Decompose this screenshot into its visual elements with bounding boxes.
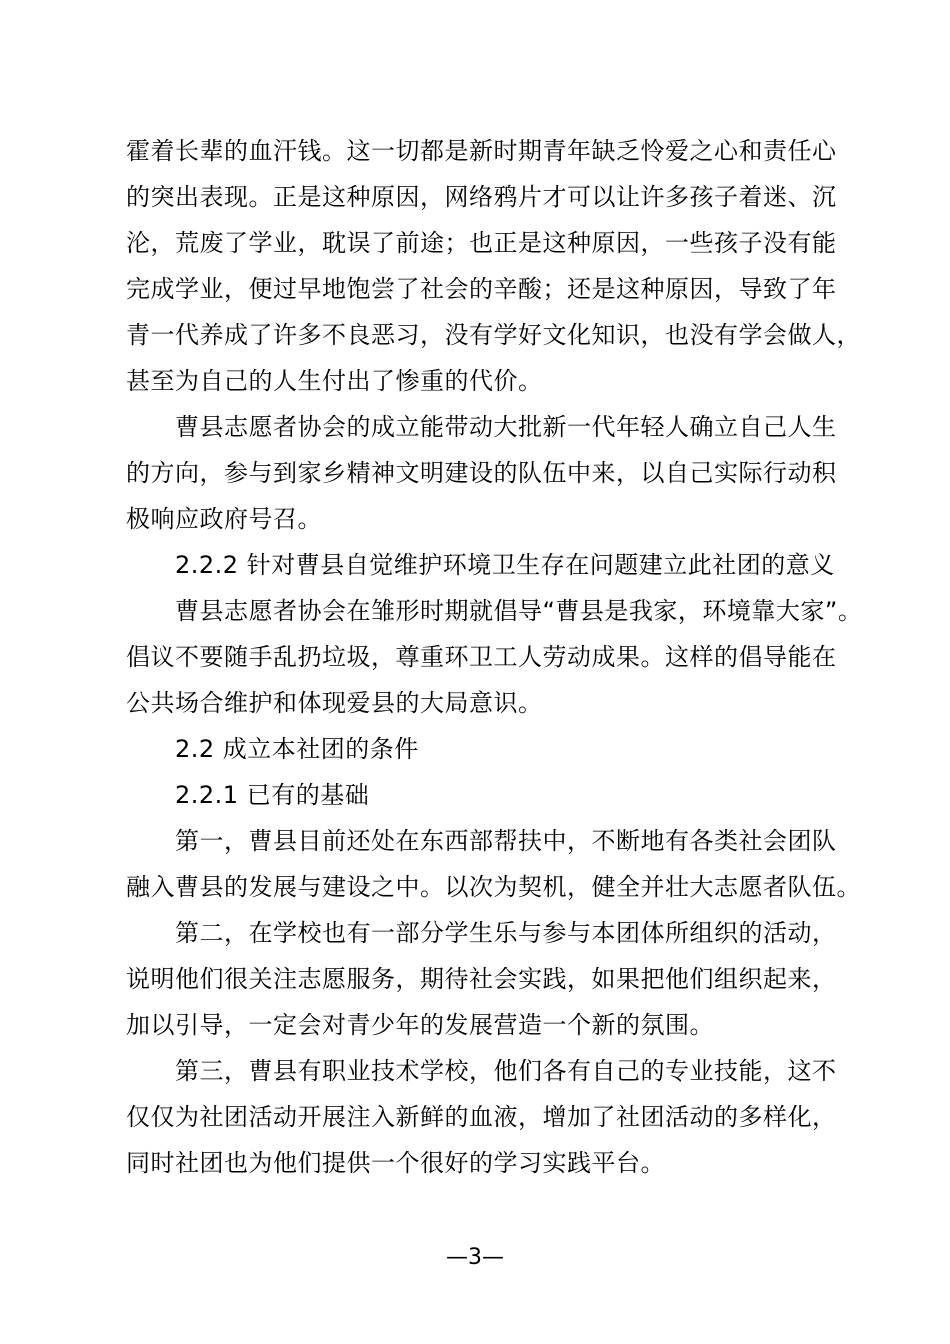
paragraph-first-line: 第一，曹县目前还处在东西部帮扶中，不断地有各类社会团队: [175, 827, 837, 855]
paragraph-first-line: 第三，曹县有职业技术学校，他们各有自己的专业技能，这不: [175, 1057, 837, 1085]
text-line: 倡议不要随手乱扔垃圾，尊重环卫工人劳动成果。这样的倡导能在: [126, 643, 837, 671]
document-body: [126, 128, 863, 1186]
section-heading-2-2-1: 2.2.1 已有的基础: [175, 781, 370, 809]
paragraph-first-line: 曹县志愿者协会的成立能带动大批新一代年轻人确立自己人生: [175, 413, 837, 441]
section-heading-2-2-2: 2.2.2 针对曹县自觉维护环境卫生存在问题建立此社团的意义: [175, 551, 835, 579]
text-line: 的突出表现。正是这种原因，网络鸦片才可以让许多孩子着迷、沉: [126, 183, 837, 211]
text-line: 说明他们很关注志愿服务，期待社会实践，如果把他们组织起来，: [126, 965, 837, 993]
text-line: 完成学业，便过早地饱尝了社会的辛酸；还是这种原因，导致了年: [126, 275, 837, 303]
text-line: 的方向，参与到家乡精神文明建设的队伍中来，以自己实际行动积: [126, 459, 837, 487]
text-line: 同时社团也为他们提供一个很好的学习实践平台。: [126, 1149, 665, 1177]
text-line: 霍着长辈的血汗钱。这一切都是新时期青年缺乏怜爱之心和责任心: [126, 137, 837, 165]
paragraph-first-line: 曹县志愿者协会在雏形时期就倡导“曹县是我家，环境靠大家”。: [175, 597, 863, 625]
text-line: 仅仅为社团活动开展注入新鲜的血液，增加了社团活动的多样化，: [126, 1103, 837, 1131]
text-line: 沦，荒废了学业，耽误了前途；也正是这种原因，一些孩子没有能: [126, 229, 837, 257]
paragraph-first-line: 第二，在学校也有一部分学生乐与参与本团体所组织的活动，: [175, 919, 837, 947]
text-line: 极响应政府号召。: [126, 505, 322, 533]
text-line: 公共场合维护和体现爱县的大局意识。: [126, 689, 543, 717]
page-number: —3—: [446, 1245, 504, 1270]
text-line: 青一代养成了许多不良恶习，没有学好文化知识，也没有学会做人，: [126, 321, 861, 349]
text-line: 融入曹县的发展与建设之中。以次为契机，健全并壮大志愿者队伍。: [126, 873, 861, 901]
text-line: 加以引导，一定会对青少年的发展营造一个新的氛围。: [126, 1011, 714, 1039]
text-line: 甚至为自己的人生付出了惨重的代价。: [126, 367, 543, 395]
section-heading-2-2: 2.2 成立本社团的条件: [175, 735, 419, 763]
